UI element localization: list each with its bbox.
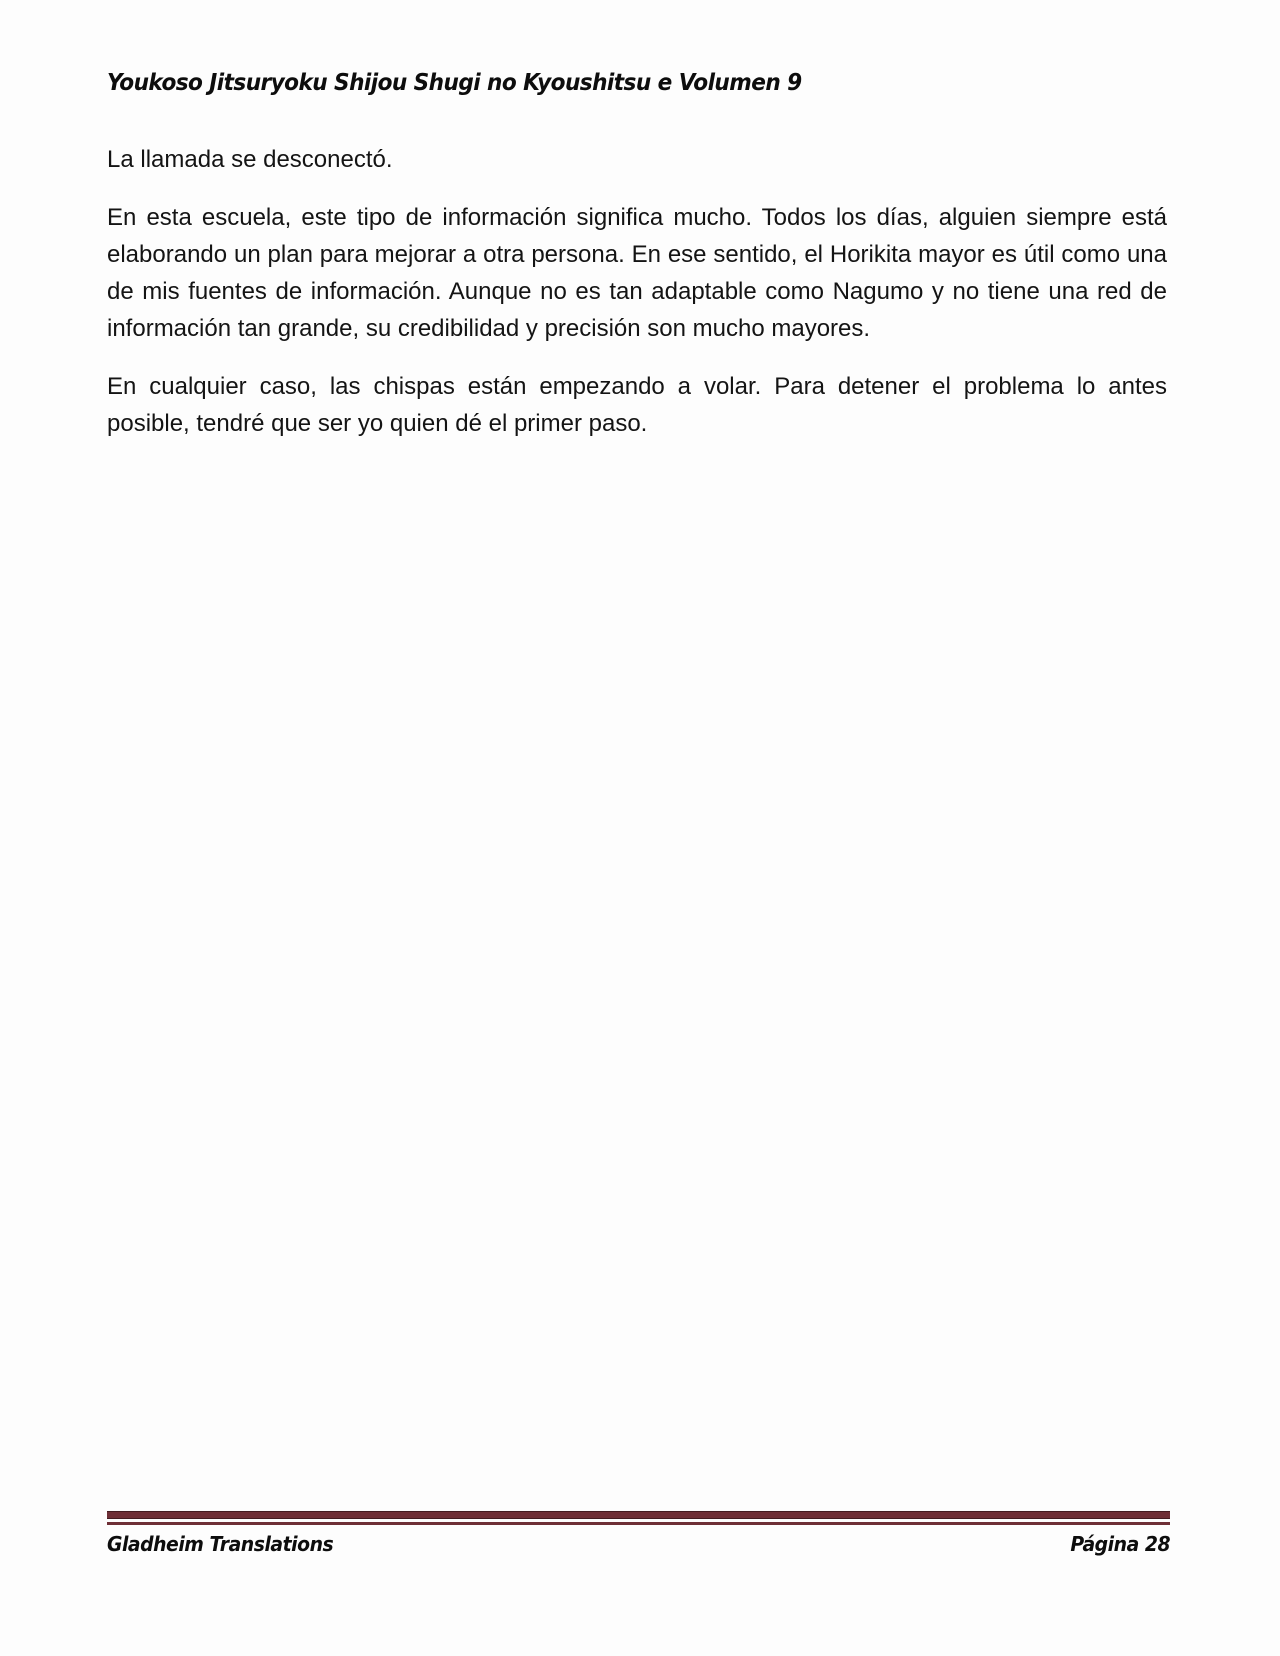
paragraph: La llamada se desconectó. bbox=[107, 146, 393, 173]
document-header-title: Youkoso Jitsuryoku Shijou Shugi no Kyoushitsu e Volumen 9 bbox=[107, 70, 802, 96]
footer-text-row bbox=[107, 1532, 1170, 1556]
footer-divider-thin-bar bbox=[107, 1522, 1170, 1525]
footer-divider-thick-bar bbox=[107, 1511, 1170, 1519]
footer-translator-credit: Gladheim Translations bbox=[107, 1532, 334, 1556]
paragraph: En esta escuela, este tipo de información significa mucho. Todos los días, alguien siempre está elaborando un plan para mejorar a otra persona. En ese sentido, el Horikita mayor es útil como una de mis fuentes de información. Aunque no es tan adaptable como Nagumo y no tiene una red de información tan grande, su credibilidad y precisión son mucho mayores. bbox=[107, 204, 1167, 342]
document-body bbox=[107, 141, 1167, 463]
footer-divider-rule bbox=[107, 1511, 1170, 1525]
document-footer bbox=[107, 1511, 1170, 1556]
footer-page-number: Página 28 bbox=[1070, 1532, 1170, 1556]
paragraph: En cualquier caso, las chispas están empezando a volar. Para detener el problema lo antes posible, tendré que ser yo quien dé el primer paso. bbox=[107, 373, 1167, 437]
